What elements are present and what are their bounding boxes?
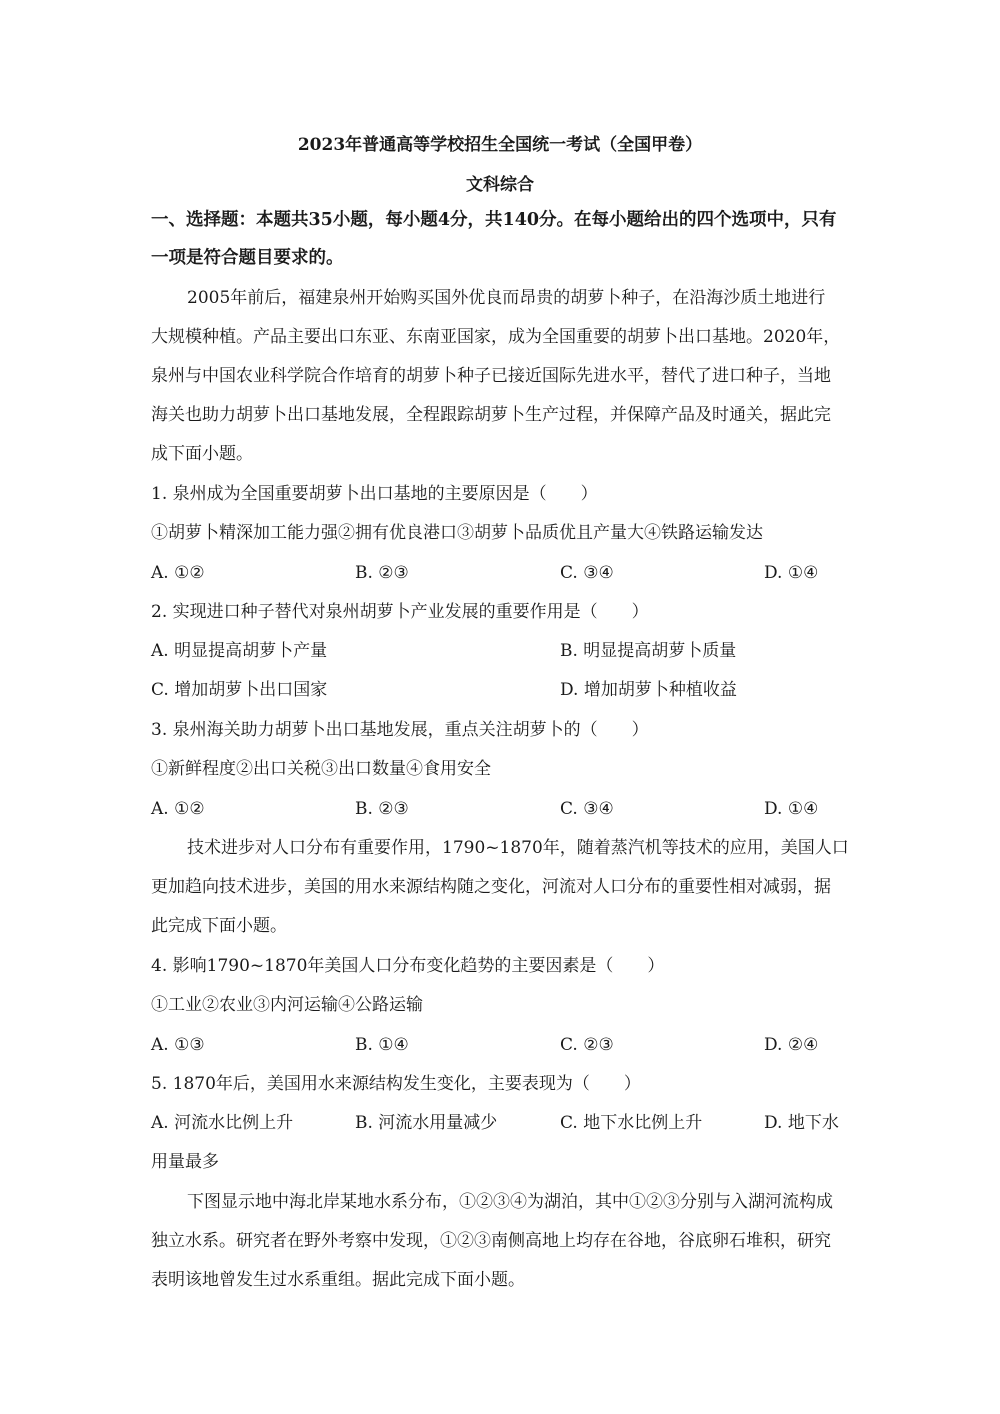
question-5-option-d: D. 地下水 <box>764 1113 839 1133</box>
exam-subtitle: 文科综合 <box>466 175 534 195</box>
question-4-option-a: A. ①③ <box>151 1035 205 1055</box>
question-4-option-b: B. ①④ <box>355 1035 409 1055</box>
question-1-option-a: A. ①② <box>151 563 205 583</box>
section-heading-line-2: 一项是符合题目要求的。 <box>151 248 344 268</box>
question-2-stem: 2. 实现进口种子替代对泉州胡萝卜产业发展的重要作用是（ ） <box>151 602 649 622</box>
question-3-items: ①新鲜程度②出口关税③出口数量④食用安全 <box>151 759 491 779</box>
passage-1-line-3: 泉州与中国农业科学院合作培育的胡萝卜种子已接近国际先进水平，替代了进口种子，当地 <box>151 366 831 386</box>
passage-2-line-3: 此完成下面小题。 <box>151 916 287 936</box>
question-1-items: ①胡萝卜精深加工能力强②拥有优良港口③胡萝卜品质优且产量大④铁路运输发达 <box>151 523 763 543</box>
question-3-option-c: C. ③④ <box>560 799 614 819</box>
passage-2-line-2: 更加趋向技术进步，美国的用水来源结构随之变化，河流对人口分布的重要性相对减弱，据 <box>151 877 831 897</box>
passage-1-line-1: 2005年前后，福建泉州开始购买国外优良而昂贵的胡萝卜种子，在沿海沙质土地进行 <box>187 288 826 308</box>
passage-2-line-1: 技术进步对人口分布有重要作用，1790~1870年，随着蒸汽机等技术的应用，美国人口 <box>187 838 849 858</box>
question-5-option-b: B. 河流水用量减少 <box>355 1113 498 1133</box>
passage-1-line-2: 大规模种植。产品主要出口东亚、东南亚国家，成为全国重要的胡萝卜出口基地。2020年， <box>151 327 841 347</box>
question-4-option-d: D. ②④ <box>764 1035 819 1055</box>
question-3-option-d: D. ①④ <box>764 799 819 819</box>
question-2-option-d: D. 增加胡萝卜种植收益 <box>560 680 737 700</box>
question-3-option-a: A. ①② <box>151 799 205 819</box>
passage-1-line-4: 海关也助力胡萝卜出口基地发展，全程跟踪胡萝卜生产过程，并保障产品及时通关，据此完 <box>151 405 831 425</box>
exam-title: 2023年普通高等学校招生全国统一考试（全国甲卷） <box>297 135 703 155</box>
question-2-option-a: A. 明显提高胡萝卜产量 <box>151 641 328 661</box>
section-heading-line-1: 一、选择题：本题共35小题，每小题4分，共140分。在每小题给出的四个选项中，只有 <box>151 210 837 230</box>
question-3-option-b: B. ②③ <box>355 799 409 819</box>
question-4-stem: 4. 影响1790~1870年美国人口分布变化趋势的主要因素是（ ） <box>151 956 665 976</box>
question-1-option-c: C. ③④ <box>560 563 614 583</box>
question-3-stem: 3. 泉州海关助力胡萝卜出口基地发展，重点关注胡萝卜的（ ） <box>151 720 649 740</box>
question-1-option-d: D. ①④ <box>764 563 819 583</box>
question-5-stem: 5. 1870年后，美国用水来源结构发生变化，主要表现为（ ） <box>151 1074 641 1094</box>
question-2-option-c: C. 增加胡萝卜出口国家 <box>151 680 328 700</box>
passage-3-line-1: 下图显示地中海北岸某地水系分布，①②③④为湖泊，其中①②③分别与入湖河流构成 <box>187 1192 833 1212</box>
passage-1-line-5: 成下面小题。 <box>151 444 253 464</box>
question-5-option-d-wrap: 用量最多 <box>151 1152 219 1172</box>
passage-3-line-3: 表明该地曾发生过水系重组。据此完成下面小题。 <box>151 1270 525 1290</box>
question-2-option-b: B. 明显提高胡萝卜质量 <box>560 641 737 661</box>
question-5-option-c: C. 地下水比例上升 <box>560 1113 703 1133</box>
question-4-option-c: C. ②③ <box>560 1035 614 1055</box>
question-1-option-b: B. ②③ <box>355 563 409 583</box>
question-4-items: ①工业②农业③内河运输④公路运输 <box>151 995 423 1015</box>
passage-3-line-2: 独立水系。研究者在野外考察中发现，①②③南侧高地上均存在谷地，谷底卵石堆积，研究 <box>151 1231 831 1251</box>
question-5-option-a: A. 河流水比例上升 <box>151 1113 294 1133</box>
question-1-stem: 1. 泉州成为全国重要胡萝卜出口基地的主要原因是（ ） <box>151 484 598 504</box>
